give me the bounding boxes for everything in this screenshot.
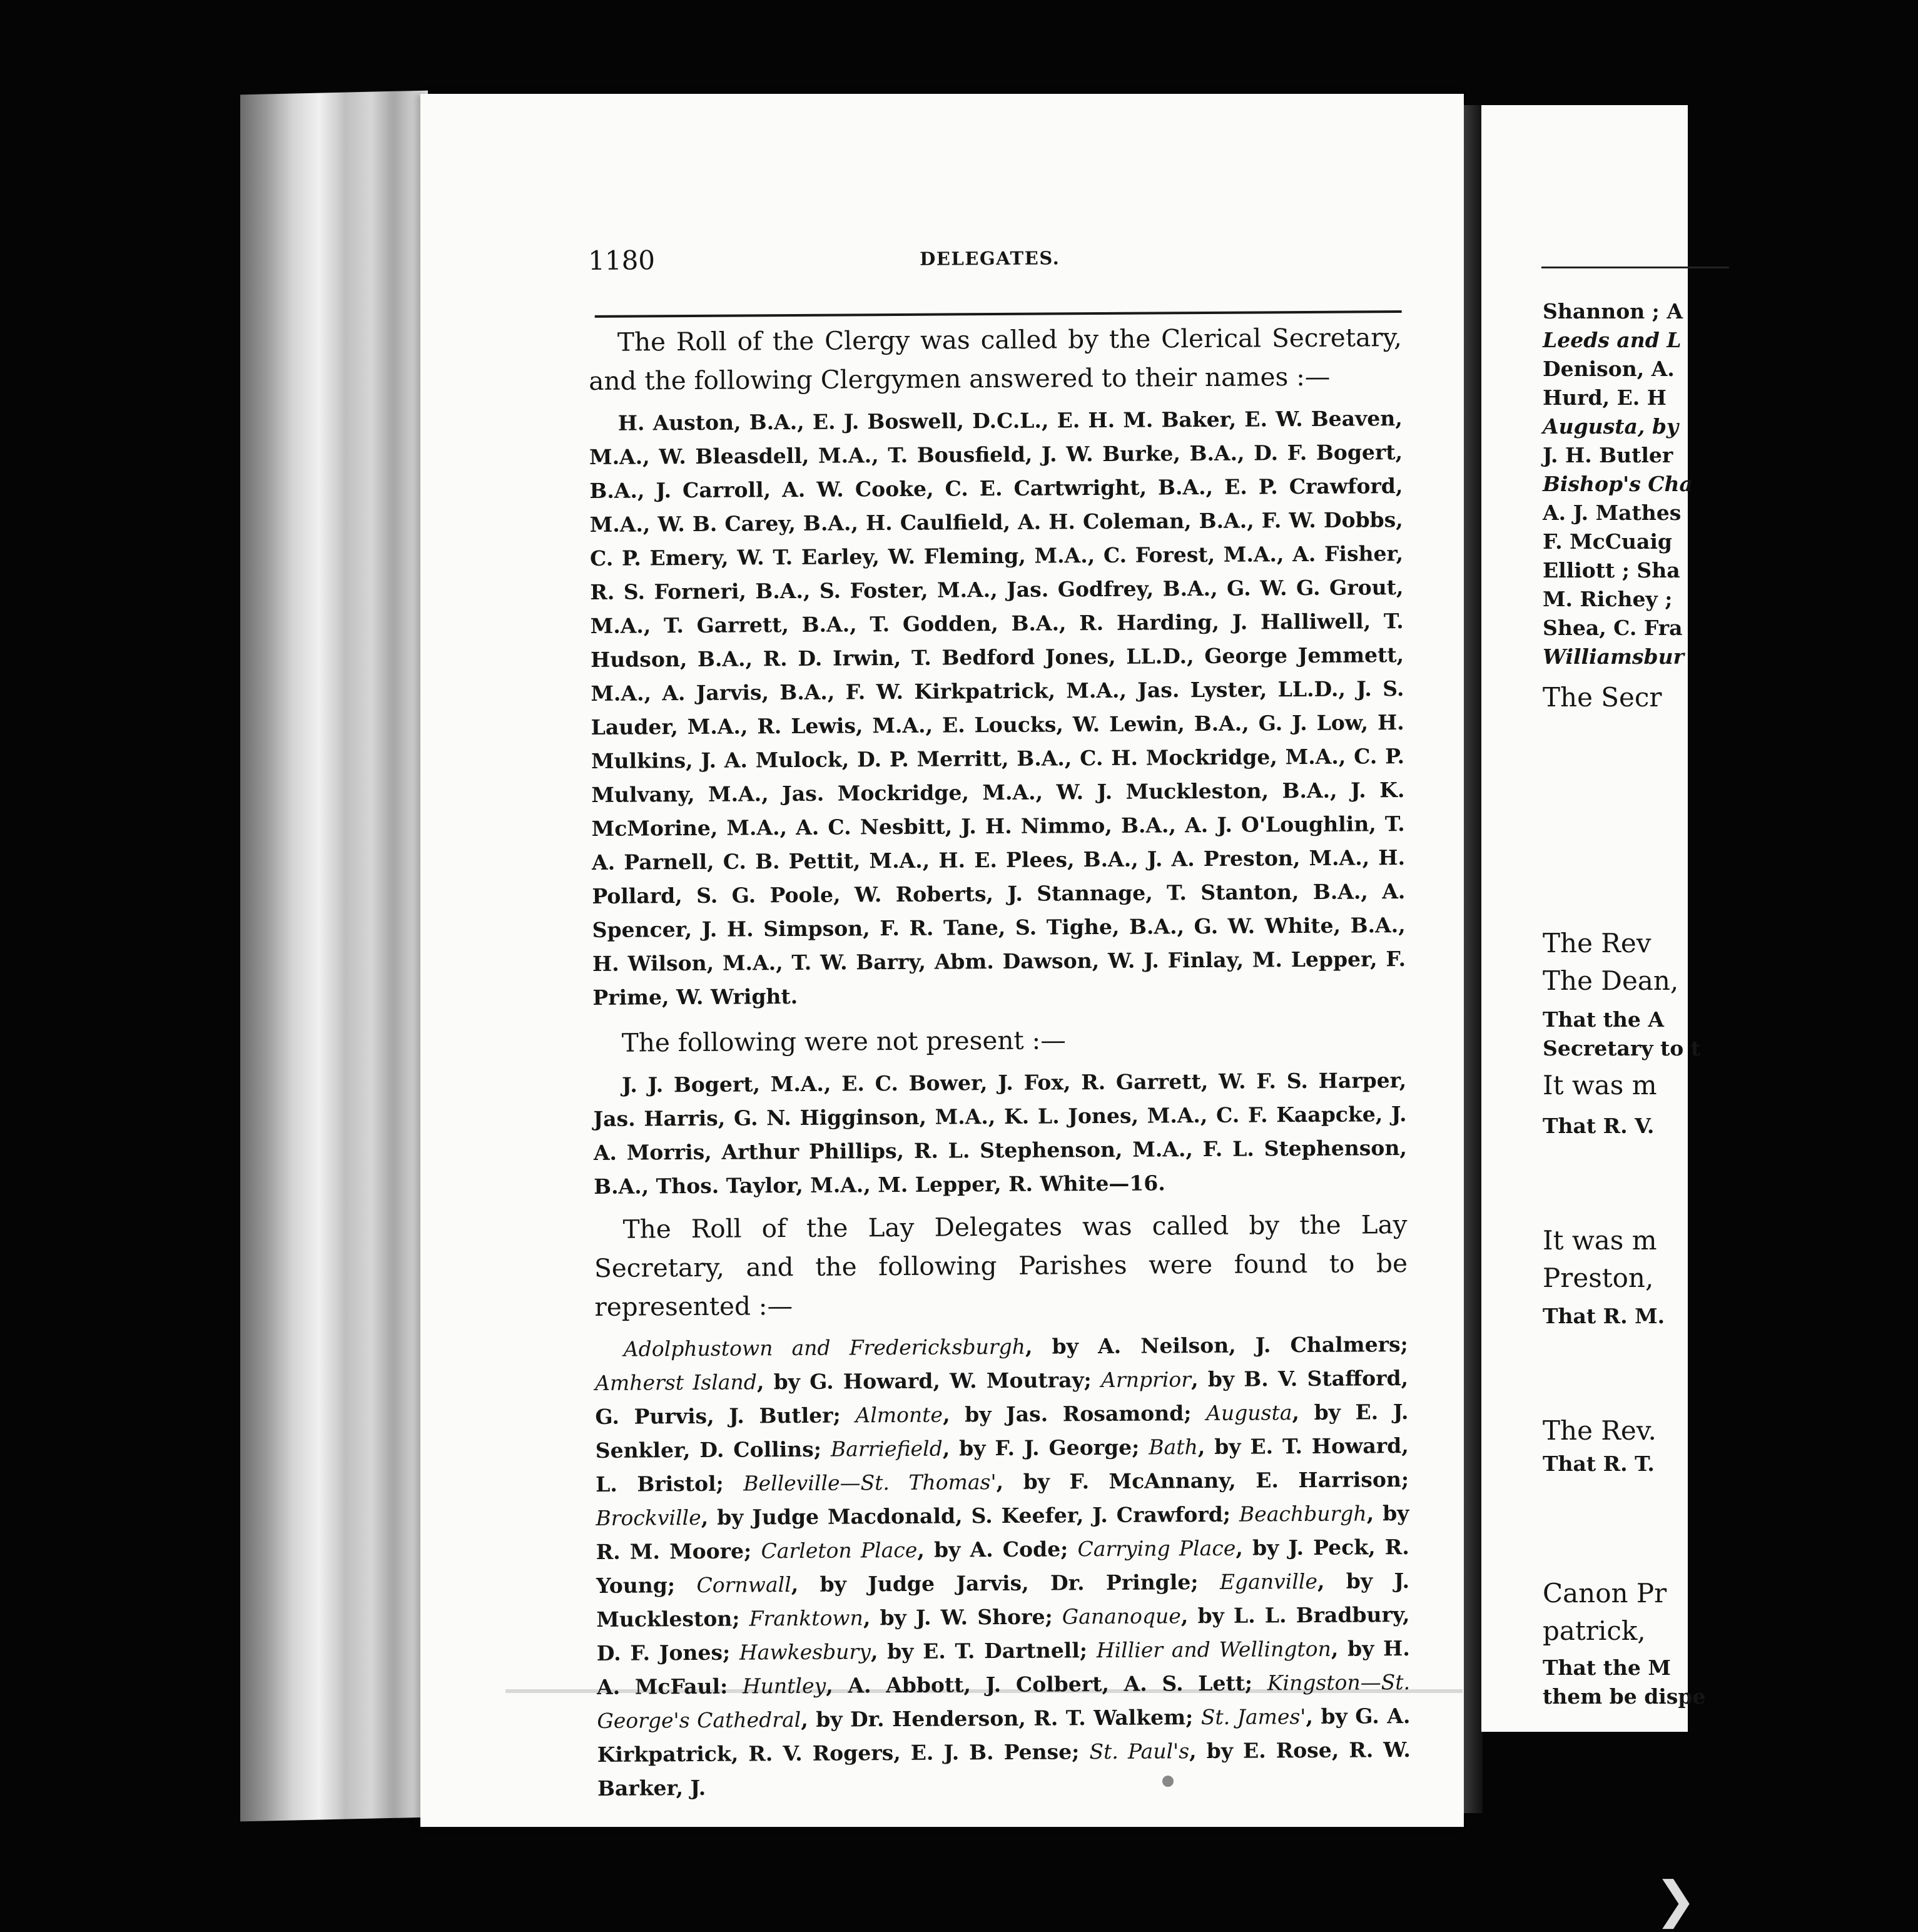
parish-delegates: , by J. Muckleston; — [596, 1568, 1410, 1632]
parish-delegates: , by Judge Jarvis, Dr. Pringle; — [791, 1569, 1220, 1597]
parish-delegates: , by H. A. McFaul: — [596, 1636, 1410, 1699]
parish-name: St. Paul's — [1089, 1739, 1190, 1764]
right-page-line: The Secr — [1543, 682, 1662, 713]
right-page-line: A. J. Mathes — [1543, 501, 1682, 525]
lay-roll-intro: The Roll of the Lay Delegates was called by the Lay Secretary, and the following Parishes were found to be represented :— — [594, 1209, 1408, 1322]
parish-delegates: , by E. T. Howard, L. Bristol; — [596, 1433, 1409, 1497]
right-page-line: patrick, — [1543, 1615, 1646, 1646]
right-page-line: That the A — [1543, 1007, 1664, 1032]
parish-name: Almonte — [855, 1402, 943, 1428]
page-blemish — [1162, 1776, 1174, 1787]
parish-name: St. James' — [1200, 1704, 1306, 1730]
right-page-line: That R. M. — [1543, 1304, 1665, 1328]
right-page — [1481, 105, 1706, 1732]
right-page-line: The Dean, — [1543, 965, 1679, 996]
parish-delegates: , by Jas. Rosamond; — [942, 1400, 1207, 1427]
parish-delegates: , by L. L. Bradbury, D. F. Jones; — [596, 1602, 1410, 1665]
page-curl-mark: ❯ — [1655, 1871, 1697, 1929]
parish-name: Carrying Place — [1077, 1535, 1236, 1562]
right-page-line: That R. T. — [1543, 1452, 1655, 1476]
page-edge-shadow — [338, 88, 425, 1819]
parish-delegates: , by A. Neilson, J. Chalmers; — [1025, 1332, 1408, 1359]
parish-name: Beachburgh — [1239, 1501, 1367, 1527]
parish-name: Adolphustown and Fredericksburgh — [623, 1334, 1026, 1361]
parish-name: Barriefield — [830, 1436, 943, 1462]
parish-delegates: , by B. V. Stafford, G. Purvis, J. Butler; — [595, 1366, 1409, 1429]
right-page-line: Williamsbur — [1543, 644, 1684, 669]
clergy-names-list: H. Auston, B.A., E. J. Boswell, D.C.L., E. H. M. Baker, E. W. Beaven, M.A., W. Bleasdell, M.A., T. Bousfield, J. W. Burke, B.A., D. F. Bogert, B.A., J. Carroll, A. W. Cooke, C. E. Cartwright, B.A., E. P. Crawford, M.A., W. B. Carey, B.A., H. Caulfield, A. H. Coleman, B.A., F. W. Dobbs, C. P. Emery, W. T. Earley, W. Fleming, M.A., C. Forest, M.A., A. Fisher, R. S. Forneri, B.A., S. Foster, M.A., Jas. Godfrey, B.A., G. W. G. Grout, M.A., T. Garrett, B.A., T. Godden, B.A., R. Harding, J. Halliwell, T. Hudson, B.A., R. D. Irwin, T. Bedford Jones, LL.D., George Jemmett, M.A., A. Jarvis, B.A., F. W. Kirkpatrick, M.A., Jas. Lyster, LL.D., J. S. Lauder, M.A., R. Lewis, M.A., E. Loucks, W. Lewin, B.A., G. J. Low, H. Mulkins, J. A. Mulock, D. P. Merritt, B.A., C. H. Mockridge, M.A., C. P. Mulvany, M.A., Jas. Mockridge, M.A., W. J. Muckleston, B.A., J. K. McMorine, M.A., A. C. Nesbitt, J. H. Nimmo, B.A., A. J. O'Loughlin, T. A. Parnell, C. B. Pettit, M.A., H. E. Plees, B.A., J. A. Preston, M.A., H. Pollard, S. G. Poole, W. Roberts, J. Stannage, T. Stanton, B.A., A. Spencer, J. H. Simpson, F. R. Tane, S. Tighe, B.A., G. W. White, B.A., H. Wilson, M.A., T. W. Barry, Abm. Dawson, W. J. Finlay, M. Lepper, F. Prime, W. Wright. — [589, 406, 1406, 1010]
right-page-line: Shannon ; A — [1543, 299, 1683, 323]
clergy-roll-intro: The Roll of the Clergy was called by the Clerical Secretary, and the following Clergymen answered to their names :— — [589, 322, 1403, 396]
parish-name: Kingston—St. George's Cathedral — [597, 1670, 1411, 1733]
right-page-line: F. McCuaig — [1543, 529, 1672, 554]
right-page-line: J. H. Butler — [1543, 443, 1673, 467]
parish-delegates: , by E. Rose, R. W. Barker, J. — [597, 1737, 1411, 1801]
right-page-line: It was m — [1543, 1070, 1657, 1101]
right-page-line: That the M — [1543, 1655, 1671, 1680]
parish-name: Bath — [1149, 1435, 1198, 1460]
parish-delegates: , by A. Code; — [917, 1537, 1078, 1562]
parish-name: Cornwall — [696, 1572, 791, 1597]
parish-name: Carleton Place — [761, 1537, 918, 1563]
absent-intro: The following were not present :— — [621, 1025, 1066, 1058]
parish-name: Augusta — [1205, 1400, 1292, 1425]
page-content — [588, 238, 1411, 1811]
parish-delegates: , by F. J. George; — [942, 1435, 1149, 1461]
right-page-line: M. Richey ; — [1543, 587, 1673, 611]
parishes-list — [595, 1328, 1411, 1806]
page-header — [588, 238, 1402, 305]
right-page-line: Bishop's Cha — [1543, 472, 1693, 496]
parish-name: Amherst Island — [595, 1370, 757, 1395]
right-page-line: The Rev. — [1543, 1415, 1657, 1446]
right-page-line: Secretary to t — [1543, 1036, 1700, 1060]
right-page-line: Denison, A. — [1543, 357, 1675, 381]
parish-delegates: , by J. W. Shore; — [863, 1604, 1062, 1630]
parish-name: Hawkesbury — [739, 1639, 871, 1665]
right-page-line: Shea, C. Fra — [1543, 616, 1683, 640]
parish-name: Hillier and Wellington — [1096, 1636, 1331, 1663]
absent-names-list: J. J. Bogert, M.A., E. C. Bower, J. Fox, R. Garrett, W. F. S. Harper, Jas. Harris, G. N. Higginson, M.A., K. L. Jones, M.A., C. F. Kaapcke, J. A. Morris, Arthur Phillips, R. L. Stephenson, M.A., F. L. Stephenson, B.A., Thos. Taylor, M.A., M. Lepper, R. White—16. — [593, 1068, 1407, 1199]
book-gutter — [1464, 105, 1483, 1813]
right-page-line: Augusta, by — [1543, 414, 1679, 439]
right-page-line: The Rev — [1543, 928, 1652, 958]
parish-delegates: , by G. Howard, W. Moutray; — [756, 1368, 1102, 1395]
right-page-line: It was m — [1543, 1225, 1657, 1256]
right-page-line: Canon Pr — [1543, 1578, 1667, 1609]
parish-name: Eganville — [1219, 1568, 1318, 1594]
parish-delegates: , by R. M. Moore; — [596, 1501, 1409, 1564]
parish-name: Brockville — [596, 1505, 701, 1530]
parish-name: Huntley — [742, 1673, 826, 1699]
parish-delegates: , A. Abbott, J. Colbert, A. S. Lett; — [826, 1670, 1267, 1698]
parish-name: Belleville—St. Thomas' — [743, 1470, 997, 1496]
parish-delegates: , by Judge Macdonald, S. Keefer, J. Crawford; — [701, 1502, 1240, 1530]
header-rule — [595, 310, 1402, 318]
parish-delegates: , by E. T. Dartnell; — [870, 1638, 1097, 1664]
parish-name: Arnprior — [1100, 1367, 1192, 1393]
right-header-rule — [1541, 267, 1729, 268]
parish-name: Franktown — [749, 1605, 863, 1631]
parish-delegates: , by J. Peck, R. Young; — [596, 1535, 1409, 1598]
right-page-line: Hurd, E. H — [1543, 385, 1667, 410]
parish-delegates: , by Dr. Henderson, R. T. Walkem; — [801, 1705, 1201, 1732]
parish-name: Gananoque — [1062, 1604, 1181, 1629]
right-page-line: Elliott ; Sha — [1543, 558, 1680, 582]
right-page-line: That R. V. — [1543, 1114, 1655, 1138]
parish-delegates: , by F. McAnnany, E. Harrison; — [996, 1467, 1409, 1495]
right-page-line: Preston, — [1543, 1263, 1654, 1293]
parish-delegates: , by E. J. Senkler, D. Collins; — [595, 1400, 1409, 1463]
right-page-line: Leeds and L — [1543, 328, 1682, 352]
page-number: 1180 — [588, 245, 656, 276]
parish-delegates: , by G. A. Kirkpatrick, R. V. Rogers, E. J. B. Pense; — [597, 1704, 1411, 1767]
running-head: DELEGATES. — [920, 247, 1060, 270]
right-page-line: them be dispe — [1543, 1684, 1706, 1709]
